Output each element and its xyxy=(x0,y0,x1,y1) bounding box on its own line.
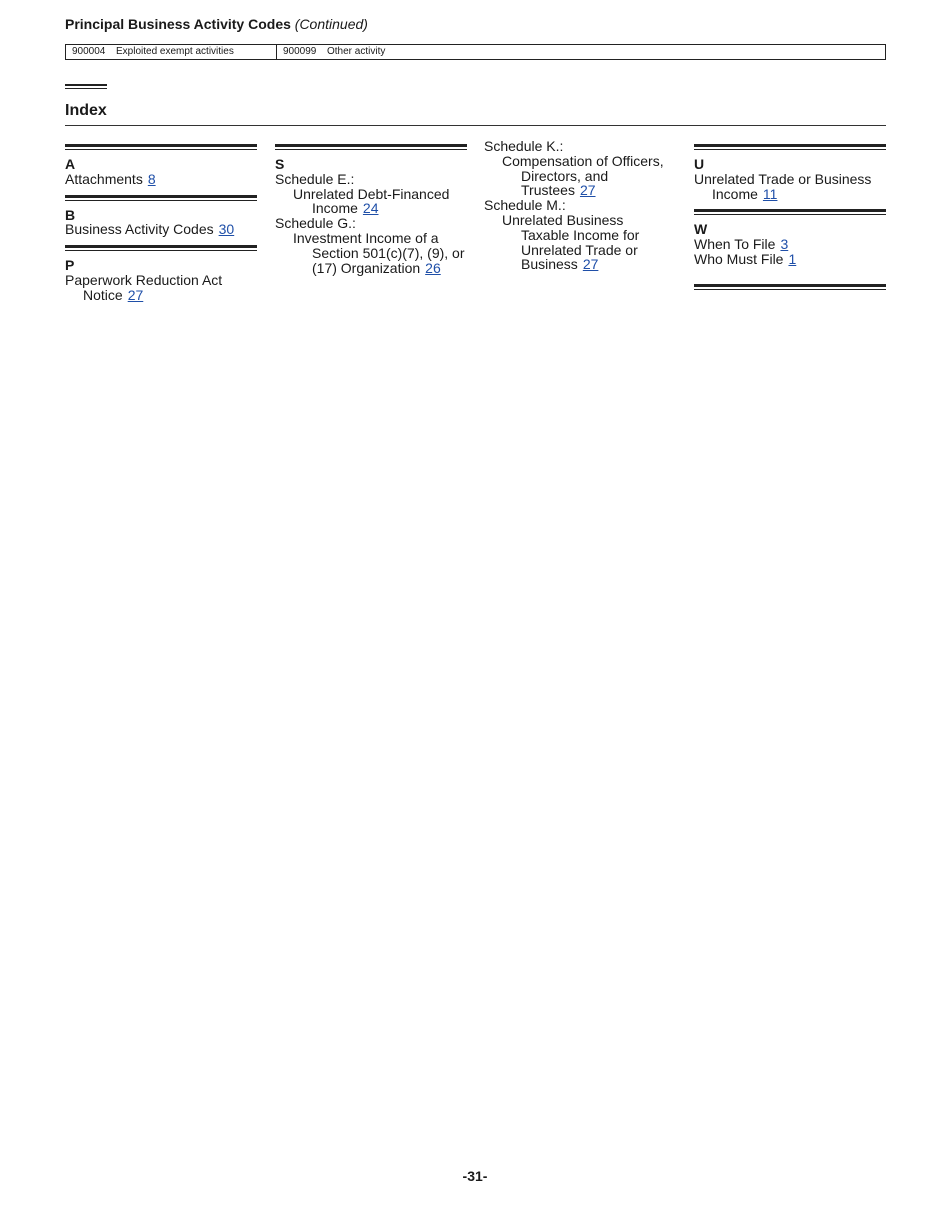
activity-label: Exploited exempt activities xyxy=(116,46,234,57)
page-link[interactable]: 8 xyxy=(147,170,156,187)
code-row xyxy=(66,45,277,59)
page-link[interactable]: 11 xyxy=(762,185,778,202)
section-letter-p: P xyxy=(65,257,75,274)
index-column-3 xyxy=(484,139,676,272)
activity-code: 900004 xyxy=(72,46,106,57)
index-entry-paperwork: Paperwork Reduction Act xyxy=(65,271,223,288)
index-subentry: Business 27 xyxy=(521,256,599,273)
index-subentry: Unrelated Debt-Financed xyxy=(293,185,450,202)
index-entry-schedule-k: Schedule K.: xyxy=(484,138,564,154)
index-entry-when-to-file: When To File 3 xyxy=(694,236,789,253)
page-number: -31- xyxy=(462,1168,488,1184)
index-rule xyxy=(65,84,107,89)
activity-code-table xyxy=(65,44,886,60)
index-divider xyxy=(65,125,886,126)
index-column-2 xyxy=(275,144,467,275)
index-subentry: Directors, and xyxy=(521,167,609,184)
index-subentry: Trustees 27 xyxy=(521,182,596,199)
section-rule xyxy=(65,195,257,201)
index-column-4 xyxy=(694,144,886,290)
section-rule xyxy=(694,209,886,215)
index-subentry: Compensation of Officers, xyxy=(502,152,664,169)
index-entry-business-activity-codes: Business Activity Codes 30 xyxy=(65,221,235,238)
index-subentry: Income 11 xyxy=(712,185,778,202)
section-letter-u: U xyxy=(694,156,705,172)
index-entry-schedule-g: Schedule G.: xyxy=(275,215,356,232)
activity-code: 900099 xyxy=(283,46,317,57)
index-subentry: (17) Organization 26 xyxy=(312,259,441,276)
header-continued: (Continued) xyxy=(294,16,368,32)
index-entry-who-must-file: Who Must File 1 xyxy=(694,250,797,267)
page-header xyxy=(65,15,368,33)
index-entry-schedule-e: Schedule E.: xyxy=(275,170,355,187)
section-rule xyxy=(65,245,257,251)
index-entry-notice: Notice 27 xyxy=(83,286,144,303)
section-rule xyxy=(65,144,257,150)
index-subentry: Unrelated Business xyxy=(502,211,624,228)
activity-label: Other activity xyxy=(327,46,386,57)
section-rule xyxy=(694,284,886,290)
page-link[interactable]: 27 xyxy=(582,256,599,273)
section-letter-w: W xyxy=(694,221,708,238)
page-link[interactable]: 24 xyxy=(362,200,379,217)
section-rule xyxy=(694,144,886,150)
section-rule xyxy=(275,144,467,150)
section-letter-a: A xyxy=(65,156,76,172)
index-subentry: Taxable Income for xyxy=(521,226,640,243)
section-letter-b: B xyxy=(65,206,76,223)
page-link[interactable]: 1 xyxy=(788,250,797,267)
page-link[interactable]: 27 xyxy=(579,182,596,199)
index-subentry: Section 501(c)(7), (9), or xyxy=(312,244,465,261)
index-entry-unrelated-trade: Unrelated Trade or Business xyxy=(694,170,872,187)
section-letter-s: S xyxy=(275,156,285,172)
index-subentry: Investment Income of a xyxy=(293,229,439,246)
page-link[interactable]: 26 xyxy=(425,259,441,276)
index-subentry: Unrelated Trade or xyxy=(521,241,638,258)
page-link[interactable]: 27 xyxy=(127,286,144,303)
index-column-1 xyxy=(65,144,257,303)
index-entry-attachments: Attachments 8 xyxy=(65,170,156,187)
index-entry-schedule-m: Schedule M.: xyxy=(484,197,566,214)
page-link[interactable]: 3 xyxy=(780,236,789,253)
header-title: Principal Business Activity Codes xyxy=(65,16,291,32)
code-row xyxy=(277,45,385,59)
index-title: Index xyxy=(65,102,107,119)
page-link[interactable]: 30 xyxy=(218,221,235,238)
index-subentry: Income 24 xyxy=(312,200,379,217)
